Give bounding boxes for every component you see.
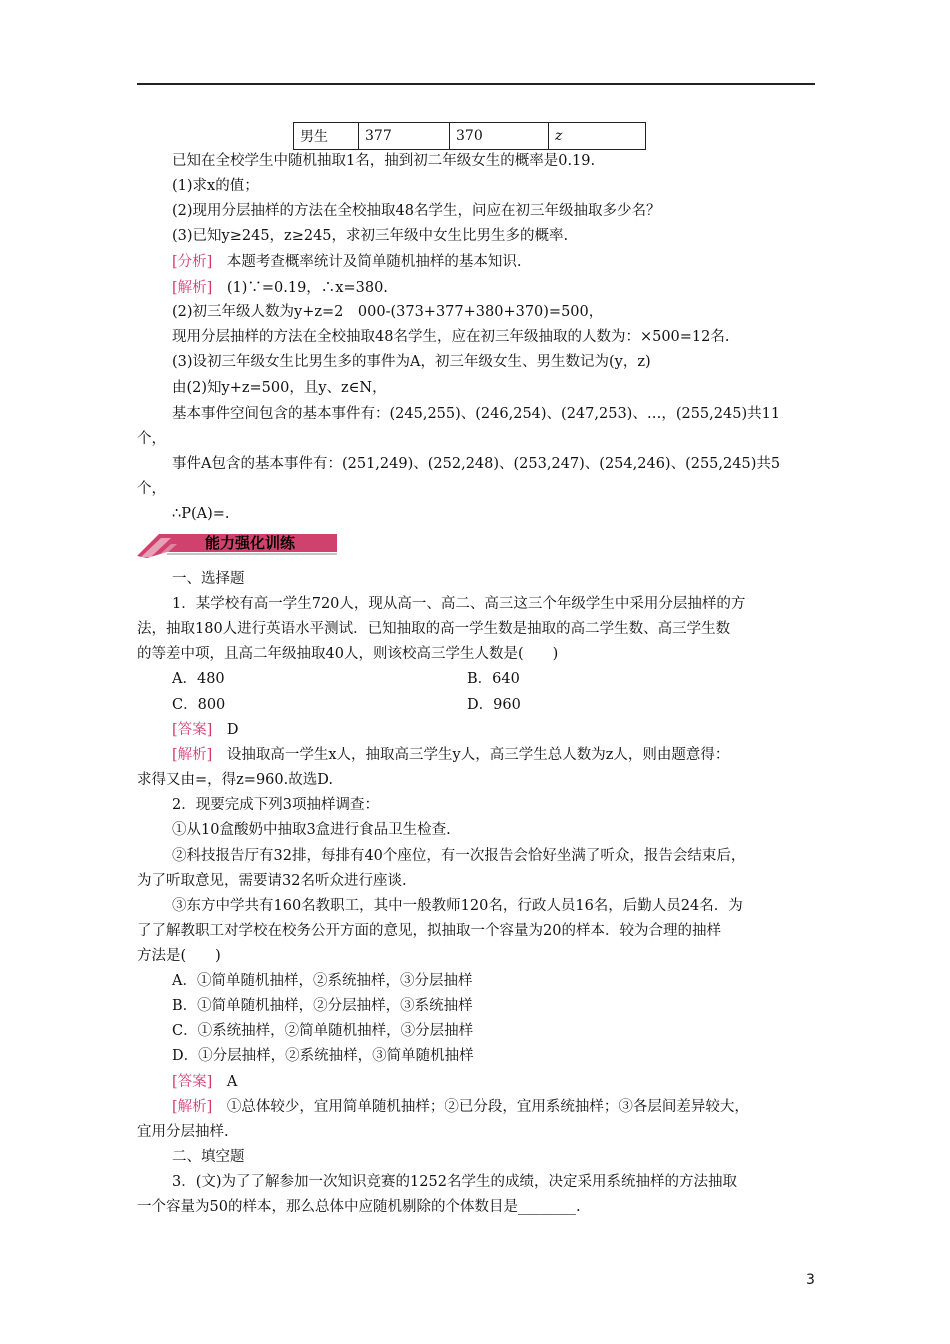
solution-tag: [解析] <box>172 1099 213 1115</box>
solution-line <box>172 746 729 764</box>
text-line: 已知在全校学生中随机抽取1名，抽到初二年级女生的概率是0.19. <box>172 153 596 169</box>
solution-line <box>172 279 388 297</box>
option-b: B．640 <box>467 671 520 687</box>
page-number: 3 <box>806 1272 815 1288</box>
answer-text: A <box>226 1074 238 1090</box>
answer-text: D <box>226 722 239 738</box>
text-line: 为了听取意见，需要请32名听众进行座谈. <box>137 873 407 889</box>
option-b: B．①简单随机抽样，②分层抽样，③系统抽样 <box>172 998 473 1014</box>
text-line: 现用分层抽样的方法在全校抽取48名学生，应在初三年级抽取的人数为：×500=12名. <box>172 329 730 345</box>
text-line: (2)初三年级人数为y+z=2 000-(373+377+380+370)=500， <box>172 304 604 320</box>
text-line: 宜用分层抽样. <box>137 1124 229 1140</box>
text-line: 求得又由=，得z=960.故选D. <box>137 772 333 788</box>
text-line: 一个容量为50的样本，那么总体中应随机剔除的个体数目是________. <box>137 1199 581 1215</box>
answer-tag: [答案] <box>172 722 213 738</box>
text-line: (3)设初三年级女生比男生多的事件为A，初三年级女生、男生数记为(y，z) <box>172 354 651 370</box>
text-line: 个， <box>137 481 166 497</box>
option-a: A．①简单随机抽样，②系统抽样，③分层抽样 <box>172 973 473 989</box>
text-line: ∴P(A)=. <box>172 506 230 522</box>
text-line: 个， <box>137 431 166 447</box>
analysis-tag: [分析] <box>172 254 213 270</box>
text-line: ③东方中学共有160名教职工，其中一般教师120名，行政人员16名，后勤人员24名．为 <box>172 898 743 914</box>
text-line: 1．某学校有高一学生720人，现从高一、高二、高三这三个年级学生中采用分层抽样的方 <box>172 596 746 612</box>
solution-tag: [解析] <box>172 280 213 296</box>
answer-line <box>172 1073 237 1091</box>
solution-tag: [解析] <box>172 747 213 763</box>
option-d: D．960 <box>467 697 521 713</box>
analysis-text: 本题考查概率统计及简单随机抽样的基本知识. <box>226 254 522 270</box>
banner-graphic <box>137 530 337 558</box>
section-heading: 一、选择题 <box>172 571 245 587</box>
text-line: (2)现用分层抽样的方法在全校抽取48名学生，问应在初三年级抽取多少名？ <box>172 203 661 219</box>
text-line: 3．(文)为了了解参加一次知识竞赛的1252名学生的成绩，决定采用系统抽样的方法抽取 <box>172 1174 737 1190</box>
answer-tag: [答案] <box>172 1074 213 1090</box>
table-row <box>294 123 646 150</box>
table-cell: 370 <box>450 123 549 150</box>
table-cell: 377 <box>359 123 450 150</box>
text-line: 方法是( ) <box>137 948 221 964</box>
solution-text: ①总体较少，宜用简单随机抽样；②已分段，宜用系统抽样；③各层间差异较大， <box>226 1099 749 1115</box>
text-line: 2．现要完成下列3项抽样调查： <box>172 797 379 813</box>
text-line: 基本事件空间包含的基本事件有：(245,255)、(246,254)、(247,253)、…，(255,245)共11 <box>172 406 781 422</box>
answer-line <box>172 721 238 739</box>
text-line: 由(2)知y+z=500，且y、z∈N， <box>172 380 387 396</box>
table-cell: z <box>549 123 646 150</box>
analysis-line <box>172 253 521 271</box>
header-rule <box>137 83 815 85</box>
solution-text: 设抽取高一学生x人，抽取高三学生y人，高三学生总人数为z人，则由题意得： <box>226 747 730 763</box>
text-line: 的等差中项，且高二年级抽取40人，则该校高三学生人数是( ) <box>137 646 559 662</box>
option-a: A．480 <box>172 671 225 687</box>
text-line: 了了解教职工对学校在校务公开方面的意见，拟抽取一个容量为20的样本．较为合理的抽样 <box>137 923 721 939</box>
solution-text: (1)∵=0.19，∴x=380. <box>226 280 388 296</box>
text-line: 事件A包含的基本事件有：(251,249)、(252,248)、(253,247)、(254,246)、(255,245)共5 <box>172 456 781 472</box>
text-line: 法，抽取180人进行英语水平测试．已知抽取的高一学生数是抽取的高二学生数、高三学生数 <box>137 621 731 637</box>
option-c: C．①系统抽样，②简单随机抽样，③分层抽样 <box>172 1023 474 1039</box>
text-line: (3)已知y≥245，z≥245，求初三年级中女生比男生多的概率. <box>172 228 569 244</box>
data-table <box>293 122 646 150</box>
banner-title: 能力强化训练 <box>204 534 296 552</box>
option-c: C．800 <box>172 697 226 713</box>
text-line: ②科技报告厅有32排，每排有40个座位，有一次报告会恰好坐满了听众，报告会结束后， <box>172 848 746 864</box>
table-cell: 男生 <box>294 123 359 150</box>
solution-line <box>172 1098 749 1116</box>
section-heading: 二、填空题 <box>172 1149 245 1165</box>
option-d: D．①分层抽样，②系统抽样，③简单随机抽样 <box>172 1048 474 1064</box>
section-banner <box>137 530 337 558</box>
text-line: ①从10盒酸奶中抽取3盒进行食品卫生检查. <box>172 822 451 838</box>
text-line: (1)求x的值； <box>172 178 259 194</box>
